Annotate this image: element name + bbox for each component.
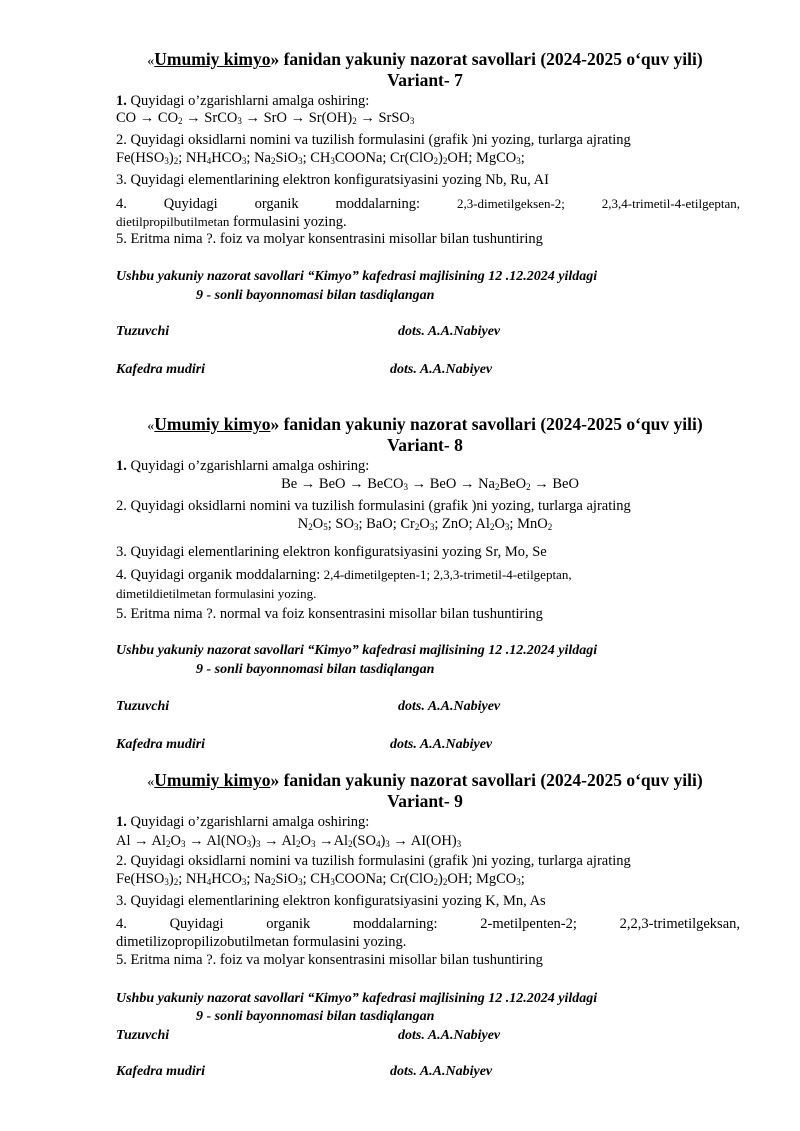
v7-q1-chain: CO → $CO_2$ → SrCO$_3$ → SrO → $Sr(OH)_2$ → SrSO$_3$ [116,110,415,126]
v7-compiler-label: Tuzuvchi [116,324,170,339]
v8-q1: 1. Quyidagi o’zgarishlarni amalga oshiring: [116,458,370,474]
v9-head-label: Kafedra mudiri [116,1064,206,1079]
v9-q2-formulas: $Fe(HSO_3)_2$; $NH_4HCO_3$; $Na_2SiO_3$; $CH_3COONa$; $Cr(ClO_2)_2OH$; MgCO$_3$; [116,871,525,887]
v8-approval-line2: 9 - sonli bayonnomasi bilan tasdiqlangan [196,662,435,677]
v7-q2-formulas: $Fe(HSO_3)_2$; $NH_4HCO_3$; $Na_2SiO_3$; $CH_3COONa$; $Cr(ClO_2)_2OH$; MgCO$_3$; [116,150,525,166]
v7-head-name: dots. A.A.Nabiyev [390,362,493,377]
v8-q4-line2: dimetildietilmetan formulasini yozing. [116,586,317,601]
v7-q3: 3. Quyidagi elementlarining elektron konfiguratsiyasini yozing Nb, Ru, AI [116,172,549,188]
v9-compiler-name: dots. A.A.Nabiyev [398,1028,501,1043]
v9-head-name: dots. A.A.Nabiyev [390,1064,493,1079]
v9-q2: 2. Quyidagi oksidlarni nomini va tuzilish formulasini (grafik )ni yozing, turlarga ajrating [116,853,631,869]
v9-q4-line2: dimetilizopropilizobutilmetan formulasini yozing. [116,934,407,950]
variant-7-title [0,49,800,72]
variant-8-title: «Umumiy kimyo» fanidan yakuniy nazorat savollari (2024-2025 o‘quv yili) [147,414,703,434]
v7-head-label: Kafedra mudiri [116,362,206,377]
v8-head-label: Kafedra mudiri [116,737,206,752]
variant-9-title: «Umumiy kimyo» fanidan yakuniy nazorat savollari (2024-2025 o‘quv yili) [147,770,703,790]
v7-q2: 2. Quyidagi oksidlarni nomini va tuzilish formulasini (grafik )ni yozing, turlarga ajrating [116,132,631,148]
v8-head-name: dots. A.A.Nabiyev [390,737,493,752]
v9-approval-line1: Ushbu yakuniy nazorat savollari “Kimyo” kafedrasi majlisining 12 .12.2024 yildagi [116,991,598,1006]
v9-q3: 3. Quyidagi elementlarining elektron konfiguratsiyasini yozing K, Mn, As [116,893,546,909]
v7-compiler-name: dots. A.A.Nabiyev [398,324,501,339]
v8-approval-line1: Ushbu yakuniy nazorat savollari “Kimyo” kafedrasi majlisining 12 .12.2024 yildagi [116,643,598,658]
v9-approval-line2: 9 - sonli bayonnomasi bilan tasdiqlangan [196,1009,435,1024]
v9-q1-chain: $Al \to Al_2O_3 \to Al(NO_3)_3 \to Al_2O_3 \to Al_2(SO_4)_3 \to AI(OH)_3$ [116,833,462,849]
v8-q1-chain: Be → BeO → BeCO$_3$ → BeO → $Na_2BeO_2$ → BeO [281,476,579,492]
v7-approval-line1: Ushbu yakuniy nazorat savollari “Kimyo” kafedrasi majlisining 12 .12.2024 yildagi [116,269,598,284]
v8-q2-formulas: $N_2O_5$; $SO_3$; BaO; $Cr_2O_3$; ZnO; $Al_2O_3$; MnO$_2$ [297,516,553,532]
v8-compiler-label: Tuzuvchi [116,699,170,714]
v8-q5: 5. Eritma nima ?. normal va foiz konsentrasini misollar bilan tushuntiring [116,606,543,622]
v8-q4-line1: 4. Quyidagi organik moddalarning: 2,4-dimetilgepten-1; 2,3,3-trimetil-4-etilgeptan, [116,567,572,583]
v8-compiler-name: dots. A.A.Nabiyev [398,699,501,714]
title-open-quote: « [147,54,155,69]
title-subject: Umumiy kimyo [154,49,271,69]
variant-7-label: Variant- 7 [387,70,463,90]
v9-q4-line1: 4. Quyidagi organik moddalarning: 2-metilpenten-2; 2,2,3-trimetilgeksan, [116,916,741,932]
variant-9-label: Variant- 9 [387,791,463,811]
title-rest: » fanidan yakuniy nazorat savollari (2024-2025 o‘quv yili) [270,49,703,69]
v7-approval-line2: 9 - sonli bayonnomasi bilan tasdiqlangan [196,288,435,303]
v9-compiler-label: Tuzuvchi [116,1028,170,1043]
v8-q3: 3. Quyidagi elementlarining elektron konfiguratsiyasini yozing Sr, Mo, Se [116,544,547,560]
v9-q5: 5. Eritma nima ?. foiz va molyar konsentrasini misollar bilan tushuntiring [116,952,543,968]
v7-q4-line1: 4. Quyidagi organik moddalarning: 2,3-dimetilgeksen-2; 2,3,4-trimetil-4-etilgeptan, [116,196,741,212]
variant-8-label: Variant- 8 [387,435,463,455]
v7-q5: 5. Eritma nima ?. foiz va molyar konsentrasini misollar bilan tushuntiring [116,231,543,247]
v7-q1: 1. Quyidagi o’zgarishlarni amalga oshiring: [116,93,370,109]
v9-q1: 1. Quyidagi o’zgarishlarni amalga oshiring: [116,814,370,830]
v7-q4-line2: dietilpropilbutilmetan formulasini yozing. [116,214,347,230]
v8-q2: 2. Quyidagi oksidlarni nomini va tuzilish formulasini (grafik )ni yozing, turlarga ajrating [116,498,631,514]
